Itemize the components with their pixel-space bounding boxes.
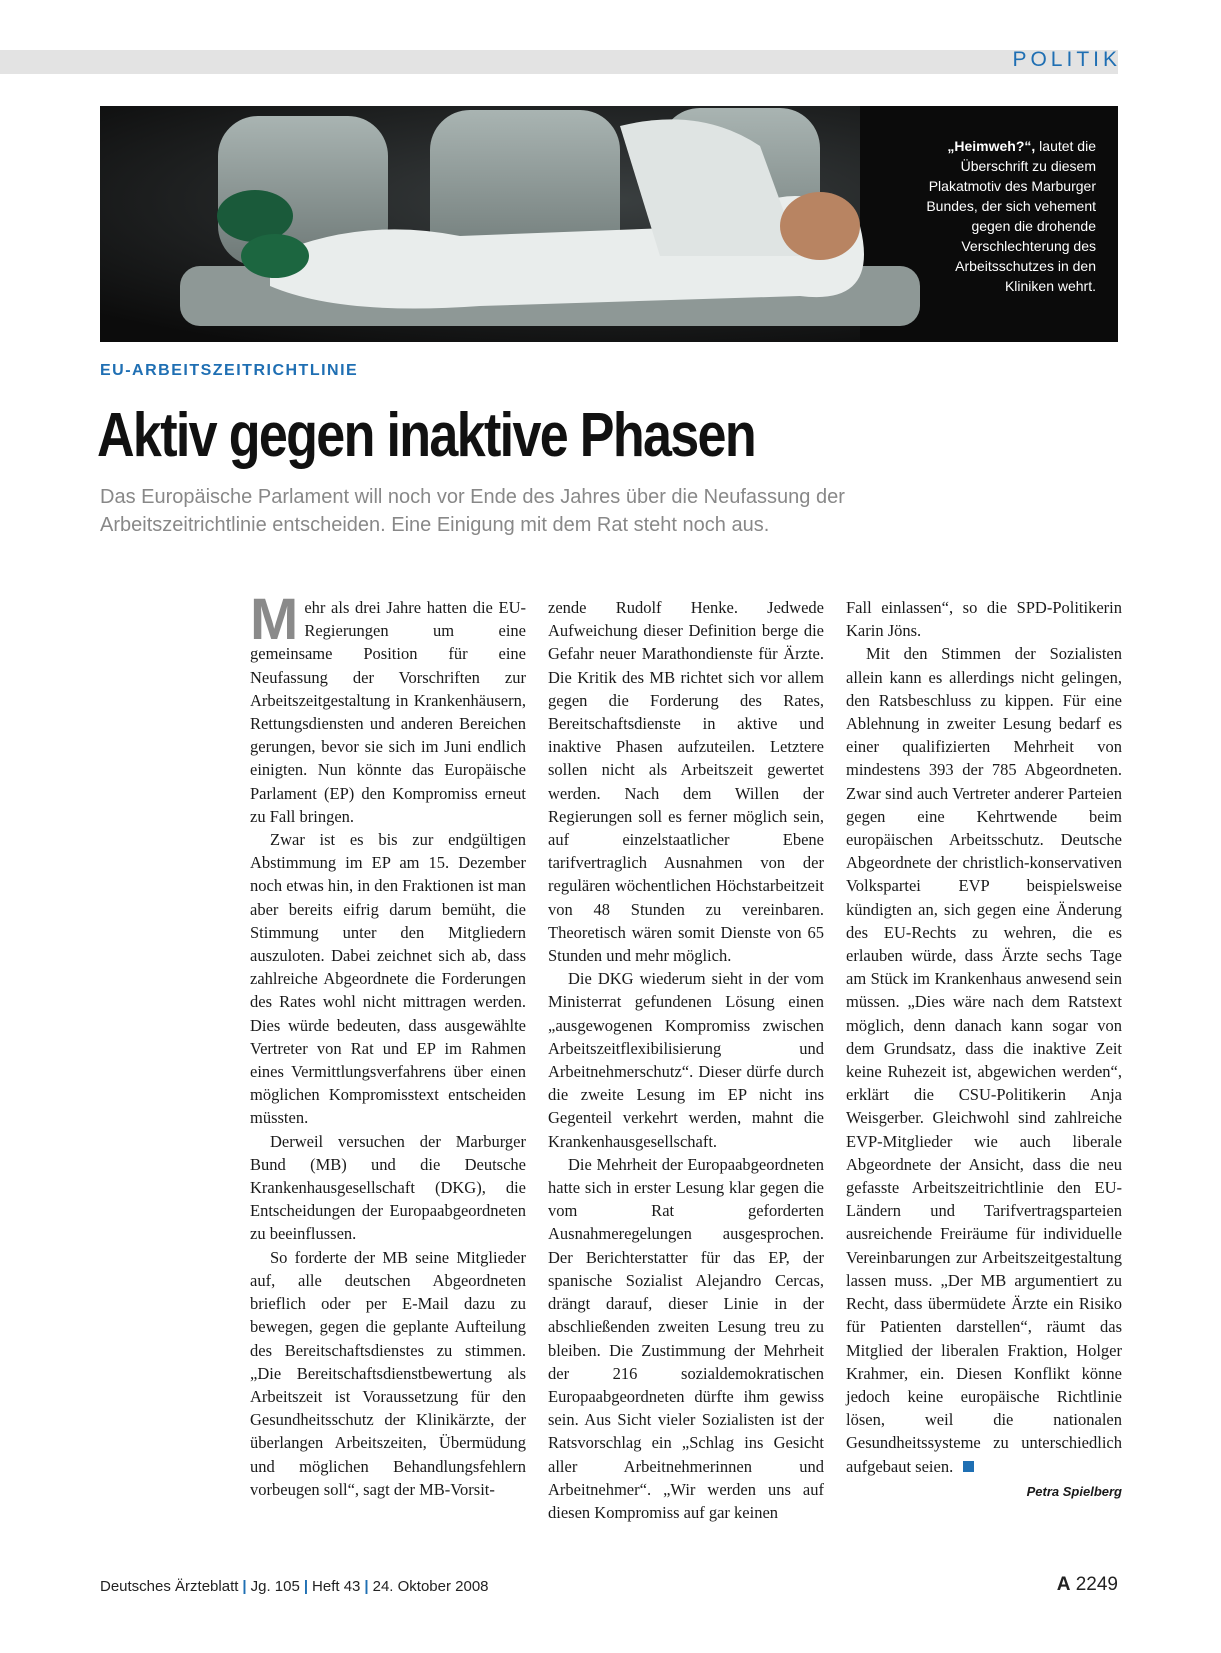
paragraph: Derweil versuchen der Marburger Bund (MB) und die Deutsche Krankenhausgesellschaft (DKG), die Entscheidungen der Europaabgeordneten zu beeinflussen.	[250, 1131, 526, 1244]
section-label: POLITIK	[1012, 48, 1121, 71]
article-column-2	[548, 596, 824, 1524]
section-bar	[0, 50, 1118, 74]
paragraph: Zwar ist es bis zur endgültigen Abstimmung im EP am 15. Dezember noch etwas hin, in den Fraktionen ist man aber bereits eifrig darum bemüht, die Stimmung unter den Mitgliedern auszuloten. Dabei zeichnet sich ab, dass zahlreiche Abgeordnete die Forderungen des Rates wohl nicht mittragen werden. Dies würde bedeuten, dass ausgewählte Vertreter von Rat und EP im Rahmen eines Vermittlungsverfahrens über einen möglichen Kompromisstext entscheiden müssten.	[250, 830, 526, 1128]
separator-bar: |	[364, 1578, 369, 1595]
paragraph: zende Rudolf Henke. Jedwede Aufweichung dieser Definition berge die Gefahr neuer Marathondienste für Ärzte. Die Kritik des MB richtet sich vor allem gegen die Forderung des Rates, Bereitschaftsdienste in aktive und inaktive Phasen aufzuteilen. Letztere sollen nicht als Arbeitszeit gewertet werden. Nach dem Willen der Regierungen soll es ferner möglich sein, auf einzelstaatlicher Ebene tarifvertraglich Ausnahmen von der regulären wöchentlichen Höchstarbeitzeit von 48 Stunden zu vereinbaren. Theoretisch wären somit Dienste von 65 Stunden und mehr möglich.	[548, 598, 824, 966]
article-column-1	[250, 587, 526, 1501]
page-number-value: 2249	[1075, 1574, 1118, 1595]
paragraph	[846, 642, 1122, 1477]
journal-name: Deutsches Ärzteblatt	[100, 1578, 239, 1595]
paragraph: Die Mehrheit der Europaabgeordneten hatte sich in erster Lesung klar gegen die vom Rat geforderten Ausnahmeregelungen ausgesprochen. Der Berichterstatter für das EP, der spanische Sozialist Alejandro Cercas, drängt darauf, dieser Linie in der abschließenden zweiten Lesung treu zu bleiben. Die Zustimmung der Mehrheit der 216 sozialdemokratischen Europaabgeordneten dürfte ihm gewiss sein. Aus Sicht vieler Sozialisten ist der Ratsvorschlag ein „Schlag ins Gesicht aller Arbeitnehmerinnen und Arbeitnehmer“. „Wir werden uns auf diesen Kompromiss auf gar keinen	[548, 1154, 824, 1522]
drop-cap: M	[250, 587, 299, 652]
journal-volume: Jg. 105	[250, 1578, 300, 1595]
author-byline: Petra Spielberg	[1026, 1483, 1122, 1499]
article-kicker: EU-ARBEITSZEITRICHTLINIE	[100, 362, 359, 379]
journal-date: 24. Oktober 2008	[372, 1578, 489, 1595]
paragraph	[250, 587, 526, 828]
article-column-3	[846, 596, 1122, 1503]
article-photo	[100, 106, 1118, 342]
paragraph: Die DKG wiederum sieht in der vom Ministerrat gefundenen Lösung einen „ausgewogenen Kompromiss zwischen Arbeitszeitflexibilisierung und Arbeitnehmerschutz“. Dieser dürfe durch die zweite Lesung im EP nicht ins Gegenteil verkehrt werden, mahnt die Krankenhausgesellschaft.	[548, 969, 824, 1151]
footer-journal-info	[100, 1578, 489, 1595]
paragraph-text: Mit den Stimmen der Sozialisten allein kann es allerdings nicht gelingen, den Ratsbeschluss zu kippen. Für eine Ablehnung in zweiter Lesung bedarf es einer qualifizierten Mehrheit von mindestens 393 der 785 Abgeordneten. Zwar sind auch Vertreter anderer Parteien gegen eine Kehrtwende beim europäischen Arbeitsschutz. Deutsche Abgeordnete der christlich-konservativen Volkspartei EVP beispielsweise kündigten an, sich gegen eine Änderung des EU-Rechts zu wehren, die es erlauben würde, dass Ärzte sechs Tage am Stück im Krankenhaus anwesend sein müssen. „Dies wäre nach dem Ratstext möglich, denn danach kann sogar von dem Grundsatz, dass die inaktive Zeit keine Ruhezeit ist, abgewichen werden“, erklärt die CSU-Politikerin Anja Weisgerber. Gleichwohl sind zahlreiche EVP-Mitglieder wie auch liberale Abgeordnete der Ansicht, dass die neu gefasste Arbeitszeitrichtlinie den EU-Ländern und Tarifvertragsparteien ausreichende Freiräume für individuelle Vereinbarungen zur Arbeitszeitgestaltung lassen muss. „Der MB argumentiert zu Recht, dass übermüdete Ärzte ein Risiko für Patienten darstellen“, räumt das Mitglied der liberalen Fraktion, Holger Krahmer, ein. Diesen Konflikt könne jedoch keine europäische Richtlinie lösen, weil die nationalen Gesundheitssysteme zu unterschiedlich aufgebaut seien.	[846, 644, 1122, 1476]
paragraph: So forderte der MB seine Mitglieder auf, alle deutschen Abgeordneten brieflich oder per E-Mail dazu zu bewegen, gegen die geplante Aufteilung des Bereitschaftsdienstes zu stimmen. „Die Bereitschaftsdienstbewertung als Arbeitszeit ist Voraussetzung für den Gesundheitsschutz der Klinikärzte, der überlangen Arbeitszeiten, Übermüdung und möglichen Behandlungsfehlern vorbeugen soll“, sagt der MB-Vorsit-	[250, 1247, 526, 1499]
paragraph: Fall einlassen“, so die SPD-Politikerin Karin Jöns.	[846, 598, 1122, 641]
article-deck: Das Europäische Parlament will noch vor Ende des Jahres über die Neufassung der Arbeitszeitrichtlinie entscheiden. Eine Einigung mit dem Rat steht noch aus.	[100, 486, 845, 536]
caption-body: lautet die Überschrift zu diesem Plakatmotiv des Marburger Bundes, der sich vehement gegen die drohende Verschlechterung des Arbeitsschutzes in den Kliniken wehrt.	[926, 138, 1096, 294]
paragraph-text: ehr als drei Jahre hatten die EU-Regierungen um eine gemeinsame Position für eine Neufassung der Vorschriften zur Arbeitszeitgestaltung in Krankenhäusern, Rettungsdiensten und anderen Bereichen gerungen, bevor sie sich im Juni endlich einigten. Nun könnte das Europäische Parlament (EP) den Kompromiss erneut zu Fall bringen.	[250, 598, 526, 826]
page-number	[1057, 1574, 1118, 1596]
journal-issue: Heft 43	[312, 1578, 361, 1595]
separator-bar: |	[242, 1578, 247, 1595]
page-prefix: A	[1056, 1574, 1071, 1595]
end-mark-icon	[963, 1461, 974, 1472]
photo-caption	[926, 136, 1096, 296]
caption-lead: „Heimweh?“,	[947, 138, 1036, 154]
separator-bar: |	[303, 1578, 309, 1595]
article-headline: Aktiv gegen inaktive Phasen	[97, 401, 755, 470]
